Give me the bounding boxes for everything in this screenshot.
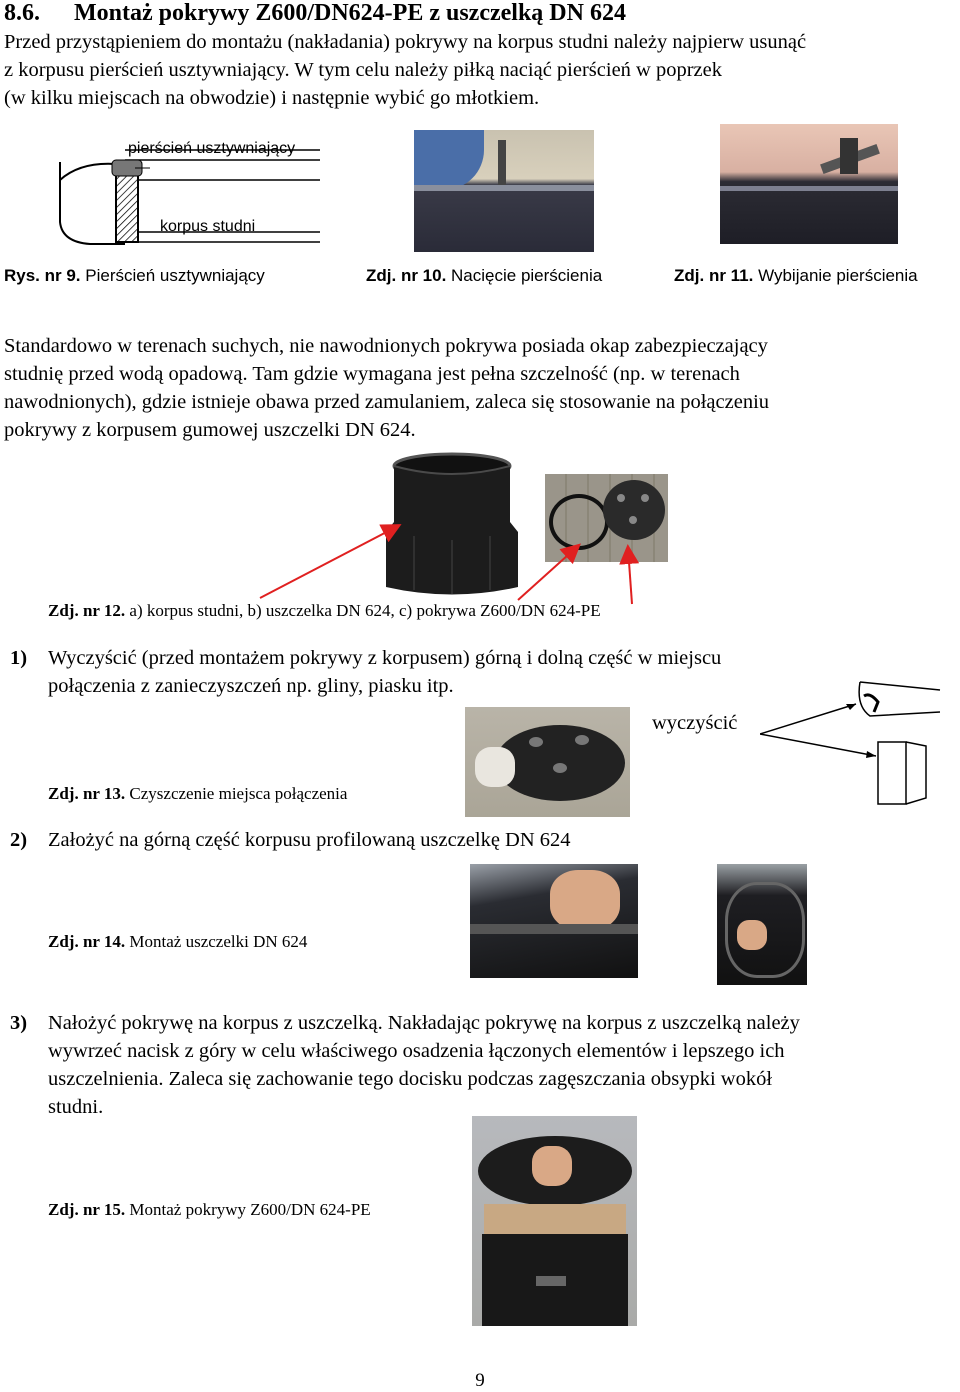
arrow-c [628, 548, 632, 604]
caption-photo12 [48, 601, 601, 621]
caption-photo10 [366, 266, 602, 286]
intro-line-1: Przed przystąpieniem do montażu (nakładania) pokrywy na korpus studni należy najpierw usunąć [4, 31, 807, 53]
caption-photo10-number: Zdj. nr 10. [366, 266, 447, 285]
page-number: 9 [475, 1370, 485, 1391]
para2-line-4: pokrywy z korpusem gumowej uszczelki DN 624. [4, 419, 416, 441]
para2-line-1: Standardowo w terenach suchych, nie nawodnionych pokrywa posiada okap zabezpieczający [4, 335, 768, 357]
caption-photo15-number: Zdj. nr 15. [48, 1200, 126, 1219]
arrow-a [260, 526, 398, 598]
caption-photo14 [48, 932, 307, 952]
ring-hammering-photo [720, 124, 898, 244]
step-3-line-2: wywrzeć nacisk z góry w celu właściwego osadzenia łączonych elementów i lepszego ich [48, 1040, 785, 1062]
cover-mounting-photo [472, 1116, 637, 1326]
caption-fig9-number: Rys. nr 9. [4, 266, 81, 285]
gasket-fitted-photo [717, 864, 807, 985]
caption-photo12-text: a) korpus studni, b) uszczelka DN 624, c) pokrywa Z600/DN 624-PE [125, 601, 601, 620]
seal-profile-diagram [760, 676, 950, 806]
caption-fig9-text: Pierścień usztywniający [80, 266, 265, 285]
step-3-line-4: studni. [48, 1096, 104, 1118]
caption-photo14-text: Montaż uszczelki DN 624 [125, 932, 308, 951]
step-1-line-1: Wyczyścić (przed montażem pokrywy z korpusem) górną i dolną część w miejscu [48, 647, 722, 669]
section-title: Montaż pokrywy Z600/DN624-PE z uszczelką DN 624 [74, 0, 626, 26]
body-label: korpus studni [160, 218, 256, 235]
step-2 [0, 826, 960, 856]
caption-photo14-number: Zdj. nr 14. [48, 932, 126, 951]
caption-photo11-number: Zdj. nr 11. [674, 266, 754, 285]
gasket-fitting-photo [470, 864, 638, 978]
step-1-number: 1) [10, 647, 28, 669]
step-3-line-1: Nałożyć pokrywę na korpus z uszczelką. Nakładając pokrywę na korpus z uszczelką należy [48, 1012, 800, 1034]
caption-photo11 [674, 266, 918, 286]
caption-photo10-text: Nacięcie pierścienia [446, 266, 603, 285]
intro-line-2: z korpusu pierścień usztywniający. W tym celu należy piłką naciąć pierścień w poprzek [4, 59, 722, 81]
para2-line-3: nawodnionych), gdzie istnieje obawa przed zamulaniem, zaleca się stosowanie na połączeniu [4, 391, 770, 413]
section-heading [4, 0, 626, 27]
step-1-line-2: połączenia z zanieczyszczeń np. gliny, piasku itp. [48, 675, 454, 697]
step-3-number: 3) [10, 1012, 28, 1034]
caption-photo13-text: Czyszczenie miejsca połączenia [125, 784, 348, 803]
arrow-b [518, 546, 578, 600]
caption-photo12-number: Zdj. nr 12. [48, 601, 126, 620]
ring-label: pierścień usztywniający [128, 140, 296, 157]
caption-photo13 [48, 784, 347, 804]
cleaning-photo [465, 707, 630, 817]
caption-photo11-text: Wybijanie pierścienia [753, 266, 918, 285]
intro-line-3: (w kilku miejscach na obwodzie) i następnie wybić go młotkiem. [4, 87, 540, 109]
clean-label: wyczyścić [652, 712, 738, 734]
caption-photo13-number: Zdj. nr 13. [48, 784, 126, 803]
ring-cutting-photo [414, 130, 594, 252]
section-number: 8.6. [4, 0, 40, 26]
step-3-line-3: uszczelnienia. Zaleca się zachowanie tego docisku podczas zagęszczania obsypki wokół [48, 1068, 773, 1090]
step-3 [0, 1009, 960, 1125]
caption-fig9 [4, 266, 265, 286]
caption-photo15 [48, 1200, 371, 1220]
para2-line-2: studnię przed wodą opadową. Tam gdzie wymagana jest pełna szczelność (np. w terenach [4, 363, 740, 385]
caption-photo15-text: Montaż pokrywy Z600/DN 624-PE [125, 1200, 371, 1219]
step-2-number: 2) [10, 829, 28, 851]
pointer-arrows [250, 520, 670, 610]
step-2-line-1: Założyć na górną część korpusu profilowaną uszczelkę DN 624 [48, 829, 571, 851]
